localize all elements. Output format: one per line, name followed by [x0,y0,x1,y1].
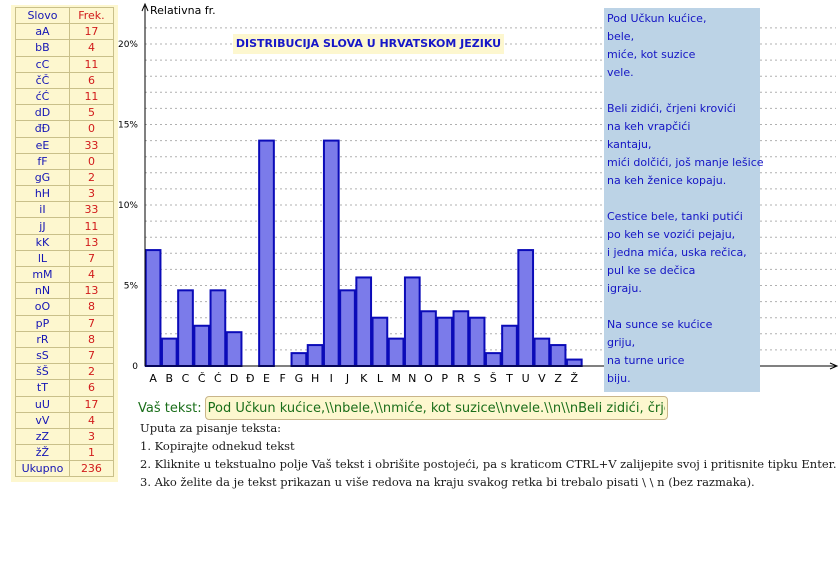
header-frequency: Frek. [69,8,113,24]
y-tick-label: 15% [117,120,138,131]
bar-J [340,290,355,366]
bar-E [259,141,274,366]
text-line: po keh se vozići pejaju, [607,228,736,241]
frequency-cell: 8 [69,299,113,315]
frequency-cell: 13 [69,283,113,299]
letter-cell: ćĆ [16,88,70,104]
bar-A [146,250,161,366]
letter-cell: Ukupno [16,461,70,477]
text-line: Beli zidići, črjeni krovići [607,102,736,115]
frequency-cell: 4 [69,267,113,283]
frequency-cell: 11 [69,56,113,72]
x-tick-label: E [263,372,270,385]
instruction-line: 2. Kliknite u tekstualno polje Vaš tekst i obrišite postojeći, pa s kraticom CTRL+V zalijepite svoj i pritisnite tipku Enter. [140,457,837,471]
text-line [607,192,757,210]
x-tick-label: M [391,372,401,385]
x-tick-label: K [360,372,368,385]
x-tick-label: Đ [246,372,255,385]
letter-cell: vV [16,412,70,428]
x-tick-label: Ć [214,372,222,385]
bar-O [421,311,436,366]
bar-Ć [211,290,226,366]
x-tick-label: P [441,372,449,385]
frequency-cell: 17 [69,396,113,412]
letter-cell: lL [16,250,70,266]
frequency-cell: 0 [69,153,113,169]
letter-cell: žŽ [16,445,70,461]
letter-cell: šŠ [16,364,70,380]
x-tick-label: Ž [570,372,579,385]
x-tick-label: R [457,372,465,385]
frequency-cell: 3 [69,186,113,202]
instruction-line: Uputa za pisanje teksta: [140,421,282,435]
frequency-cell: 1 [69,445,113,461]
letter-cell: gG [16,169,70,185]
table-row [16,445,114,461]
x-tick-label: H [310,372,320,385]
frequency-cell: 13 [69,234,113,250]
x-tick-label: J [345,372,350,385]
frequency-cell: 5 [69,105,113,121]
text-line: igraju. [607,282,642,295]
letter-cell: nN [16,283,70,299]
frequency-cell: 17 [69,24,113,40]
letter-cell: pP [16,315,70,331]
x-tick-label: A [149,372,157,385]
letter-cell: bB [16,40,70,56]
letter-cell: dD [16,105,70,121]
x-tick-label: T [506,372,513,385]
frequency-cell: 7 [69,250,113,266]
frequency-cell: 6 [69,380,113,396]
text-line: vele. [607,66,634,79]
frequency-cell: 11 [69,218,113,234]
text-line: bele, [607,30,635,43]
text-line [607,84,757,102]
bar-T [502,326,517,366]
bar-V [535,339,550,366]
instructions [140,419,837,491]
text-line [607,300,757,318]
letter-cell: mM [16,267,70,283]
y-tick-label: 20% [117,40,138,50]
x-tick-label: F [279,372,286,385]
bar-H [308,345,323,366]
frequency-cell: 7 [69,347,113,363]
header-letter: Slovo [16,8,70,24]
bar-S [470,318,485,366]
frequency-cell: 8 [69,331,113,347]
frequency-cell: 4 [69,412,113,428]
text-line: na keh vrapčići [607,120,691,133]
bar-M [389,339,404,366]
letter-cell: rR [16,331,70,347]
text-line: Cestice bele, tanki putići [607,210,743,223]
bar-G [292,353,307,366]
bar-L [373,318,388,366]
bar-R [454,311,469,366]
frequency-cell: 33 [69,202,113,218]
x-tick-label: B [165,372,174,385]
y-axis-label: Relativna fr. [150,4,216,17]
text-input[interactable] [205,396,668,420]
letter-cell: uU [16,396,70,412]
frequency-cell: 3 [69,428,113,444]
x-tick-label: D [229,372,239,385]
text-line: Na sunce se kućice [607,318,713,331]
text-line: i jedna mića, uska rečica, [607,246,747,259]
x-tick-label: V [538,372,546,385]
x-tick-label: U [521,372,530,385]
letter-cell: iI [16,202,70,218]
frequency-cell: 4 [69,40,113,56]
letter-cell: sS [16,347,70,363]
letter-cell: kK [16,234,70,250]
frequency-cell: 2 [69,364,113,380]
text-line: kantaju, [607,138,652,151]
letter-cell: đĐ [16,121,70,137]
bar-Ž [567,360,582,366]
text-line: pul ke se dečica [607,264,696,277]
x-tick-label: S [473,372,481,385]
frequency-cell: 11 [69,88,113,104]
text-line: griju, [607,336,636,349]
text-input-row [138,395,668,421]
frequency-cell: 2 [69,169,113,185]
instruction-line: 1. Kopirajte odnekud tekst [140,439,295,453]
letter-cell: oO [16,299,70,315]
letter-cell: jJ [16,218,70,234]
table-row [16,412,114,428]
y-tick-label: 0 [132,362,138,372]
letter-cell: aA [16,24,70,40]
bar-Č [194,326,209,366]
y-tick-label: 5% [123,281,138,292]
bar-K [356,277,371,366]
text-line: na turne urice [607,354,685,367]
bar-Š [486,353,501,366]
frequency-cell: 33 [69,137,113,153]
bar-U [518,250,533,366]
table-total-row [16,461,114,477]
x-tick-label: L [376,372,383,385]
bar-Z [551,345,566,366]
bar-B [162,339,177,366]
letter-cell: cC [16,56,70,72]
y-tick-label: 10% [117,201,138,211]
frequency-cell: 0 [69,121,113,137]
x-tick-label: G [294,372,304,385]
text-line: Pod Učkun kućice, [607,12,707,25]
x-tick-label: I [329,372,333,385]
bar-D [227,332,242,366]
x-tick-label: N [408,372,417,385]
bar-I [324,141,339,366]
text-line: miće, kot suzice [607,48,696,61]
letter-cell: fF [16,153,70,169]
frequency-cell: 236 [69,461,113,477]
x-tick-label: Z [554,372,562,385]
sample-text-panel [604,8,764,392]
x-tick-label: O [424,372,433,385]
text-line: mići dolčići, još manje lešice [607,156,764,169]
frequency-cell: 6 [69,72,113,88]
letter-cell: čČ [16,72,70,88]
bar-N [405,277,420,366]
letter-cell: zZ [16,428,70,444]
letter-cell: tT [16,380,70,396]
bar-C [178,290,193,366]
text-input-label: Vaš tekst: [138,400,202,416]
table-row [16,428,114,444]
x-tick-label: Š [489,372,497,385]
letter-cell: eE [16,137,70,153]
chart-title: DISTRIBUCIJA SLOVA U HRVATSKOM JEZIKU [233,34,504,54]
text-line: na keh ženice kopaju. [607,174,727,187]
text-line: biju. [607,372,631,385]
letter-cell: hH [16,186,70,202]
x-tick-label: C [181,372,190,385]
bar-P [437,318,452,366]
frequency-cell: 7 [69,315,113,331]
x-tick-label: Č [197,372,206,385]
instruction-line: 3. Ako želite da je tekst prikazan u više redova na kraju svakog retka bi trebalo pisati \ \ n (bez razmaka). [140,475,755,489]
